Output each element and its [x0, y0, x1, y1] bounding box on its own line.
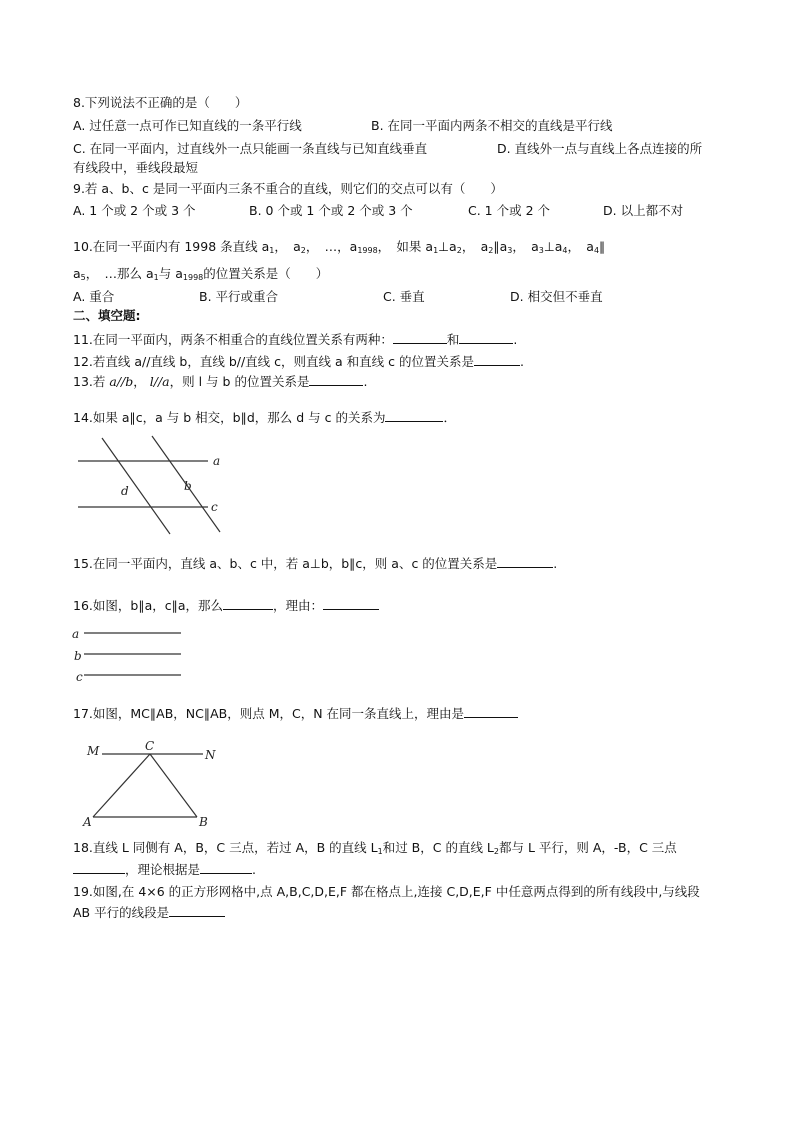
q18-line2: ，理论根据是 .: [73, 861, 256, 878]
q8-option-a: A. 过任意一点可作已知直线的一条平行线: [73, 118, 302, 133]
q10-stem-line1: 10.在同一平面内有 1998 条直线 $a_1$， $a_2$， …，$a_{1998}$， 如果 $a_1\perp a_2$， $a_2\parallel a_3$， $a_3\perp a_4$， $a_4\parallel$: [73, 239, 606, 255]
q8-option-d: D. 直线外一点与直线上各点连接的所: [497, 141, 703, 156]
figure-17-triangle: [80, 737, 220, 832]
q10-option-d: D. 相交但不垂直: [510, 289, 603, 304]
fig14-label-b: b: [184, 479, 192, 493]
q19-line1: 19.如图,在 4×6 的正方形网格中,点 A,B,C,D,E,F 都在格点上,连接 C,D,E,F 中任意两点得到的所有线段中,与线段: [73, 884, 700, 899]
q8-option-d-cont: 有线段中，垂线段最短: [73, 160, 199, 175]
q9-option-d: D. 以上都不对: [603, 203, 684, 218]
q8-stem: 8.下列说法不正确的是（ ）: [73, 95, 248, 110]
fig14-label-d: d: [121, 484, 129, 498]
fig16-label-c: c: [76, 670, 83, 684]
fig14-label-a: a: [213, 454, 221, 468]
q8-option-c: C. 在同一平面内，过直线外一点只能画一条直线与已知直线垂直: [73, 141, 428, 156]
section-title-fill-blank: 二、填空题:: [73, 308, 141, 323]
q12: 12.若直线 a//直线 b，直线 b//直线 c，则直线 a 和直线 c 的位置关系是 .: [73, 354, 524, 369]
q19-blank[interactable]: [169, 904, 225, 917]
q17: 17.如图，MC∥AB，NC∥AB，则点 M，C，N 在同一条直线上，理由是: [73, 705, 518, 722]
q16: 16.如图，b∥a，c∥a，那么 ，理由：: [73, 597, 379, 614]
q9-option-b: B. 0 个或 1 个或 2 个或 3 个: [249, 203, 413, 218]
fig17-side-cb: [150, 754, 197, 817]
q14-blank[interactable]: [385, 409, 443, 422]
q15: 15.在同一平面内，直线 a、b、c 中，若 a⊥b，b∥c，则 a、c 的位置关系是 .: [73, 556, 558, 571]
fig17-label-m: M: [87, 744, 100, 758]
q17-blank[interactable]: [464, 705, 518, 718]
fig17-label-n: N: [205, 748, 216, 762]
figure-16-three-lines: [70, 622, 190, 684]
q9-stem: 9.若 a、b、c 是同一平面内三条不重合的直线，则它们的交点可以有（ ）: [73, 181, 503, 196]
q8-option-b: B. 在同一平面内两条不相交的直线是平行线: [371, 118, 613, 133]
fig16-label-a: a: [72, 627, 80, 641]
q10-option-b: B. 平行或重合: [199, 289, 279, 304]
q11-blank-1[interactable]: [393, 331, 447, 344]
q12-blank[interactable]: [474, 353, 520, 366]
fig14-label-c: c: [211, 500, 218, 514]
q18-line1: 18.直线 L 同侧有 A，B，C 三点，若过 A，B 的直线 $L_1$和过 B，C 的直线 $L_2$都与 L 平行，则 A，-B，C 三点: [73, 840, 677, 856]
q11-blank-2[interactable]: [459, 331, 513, 344]
fig17-label-a: A: [83, 815, 92, 829]
fig14-line-d: [102, 438, 170, 534]
q10-option-c: C. 垂直: [383, 289, 425, 304]
q16-blank-1[interactable]: [223, 597, 273, 610]
q13: 13.若 a//b， l//a，则 l 与 b 的位置关系是 .: [73, 374, 368, 389]
figure-14-parallel-lines: [70, 428, 230, 543]
q10-option-a: A. 重合: [73, 289, 115, 304]
fig16-label-b: b: [74, 649, 82, 663]
fig17-label-c: C: [145, 739, 155, 753]
q11: 11.在同一平面内，两条不相重合的直线位置关系有两种： 和 .: [73, 332, 518, 347]
q15-blank[interactable]: [497, 555, 553, 568]
q14: 14.如果 a∥c，a 与 b 相交，b∥d，那么 d 与 c 的关系为 ．: [73, 410, 456, 425]
q18-blank-2[interactable]: [200, 861, 252, 874]
q10-stem-line2: $a_5$， …那么 $a_1$与 $a_{1998}$的位置关系是（ ）: [73, 266, 329, 282]
fig17-label-b: B: [199, 815, 208, 829]
q13-blank[interactable]: [309, 373, 363, 386]
q19-line2: AB 平行的线段是: [73, 904, 225, 921]
fig17-side-ca: [93, 754, 150, 817]
q16-blank-2[interactable]: [323, 597, 379, 610]
q18-blank-1[interactable]: [73, 861, 125, 874]
q9-option-c: C. 1 个或 2 个: [468, 203, 551, 218]
q9-option-a: A. 1 个或 2 个或 3 个: [73, 203, 196, 218]
